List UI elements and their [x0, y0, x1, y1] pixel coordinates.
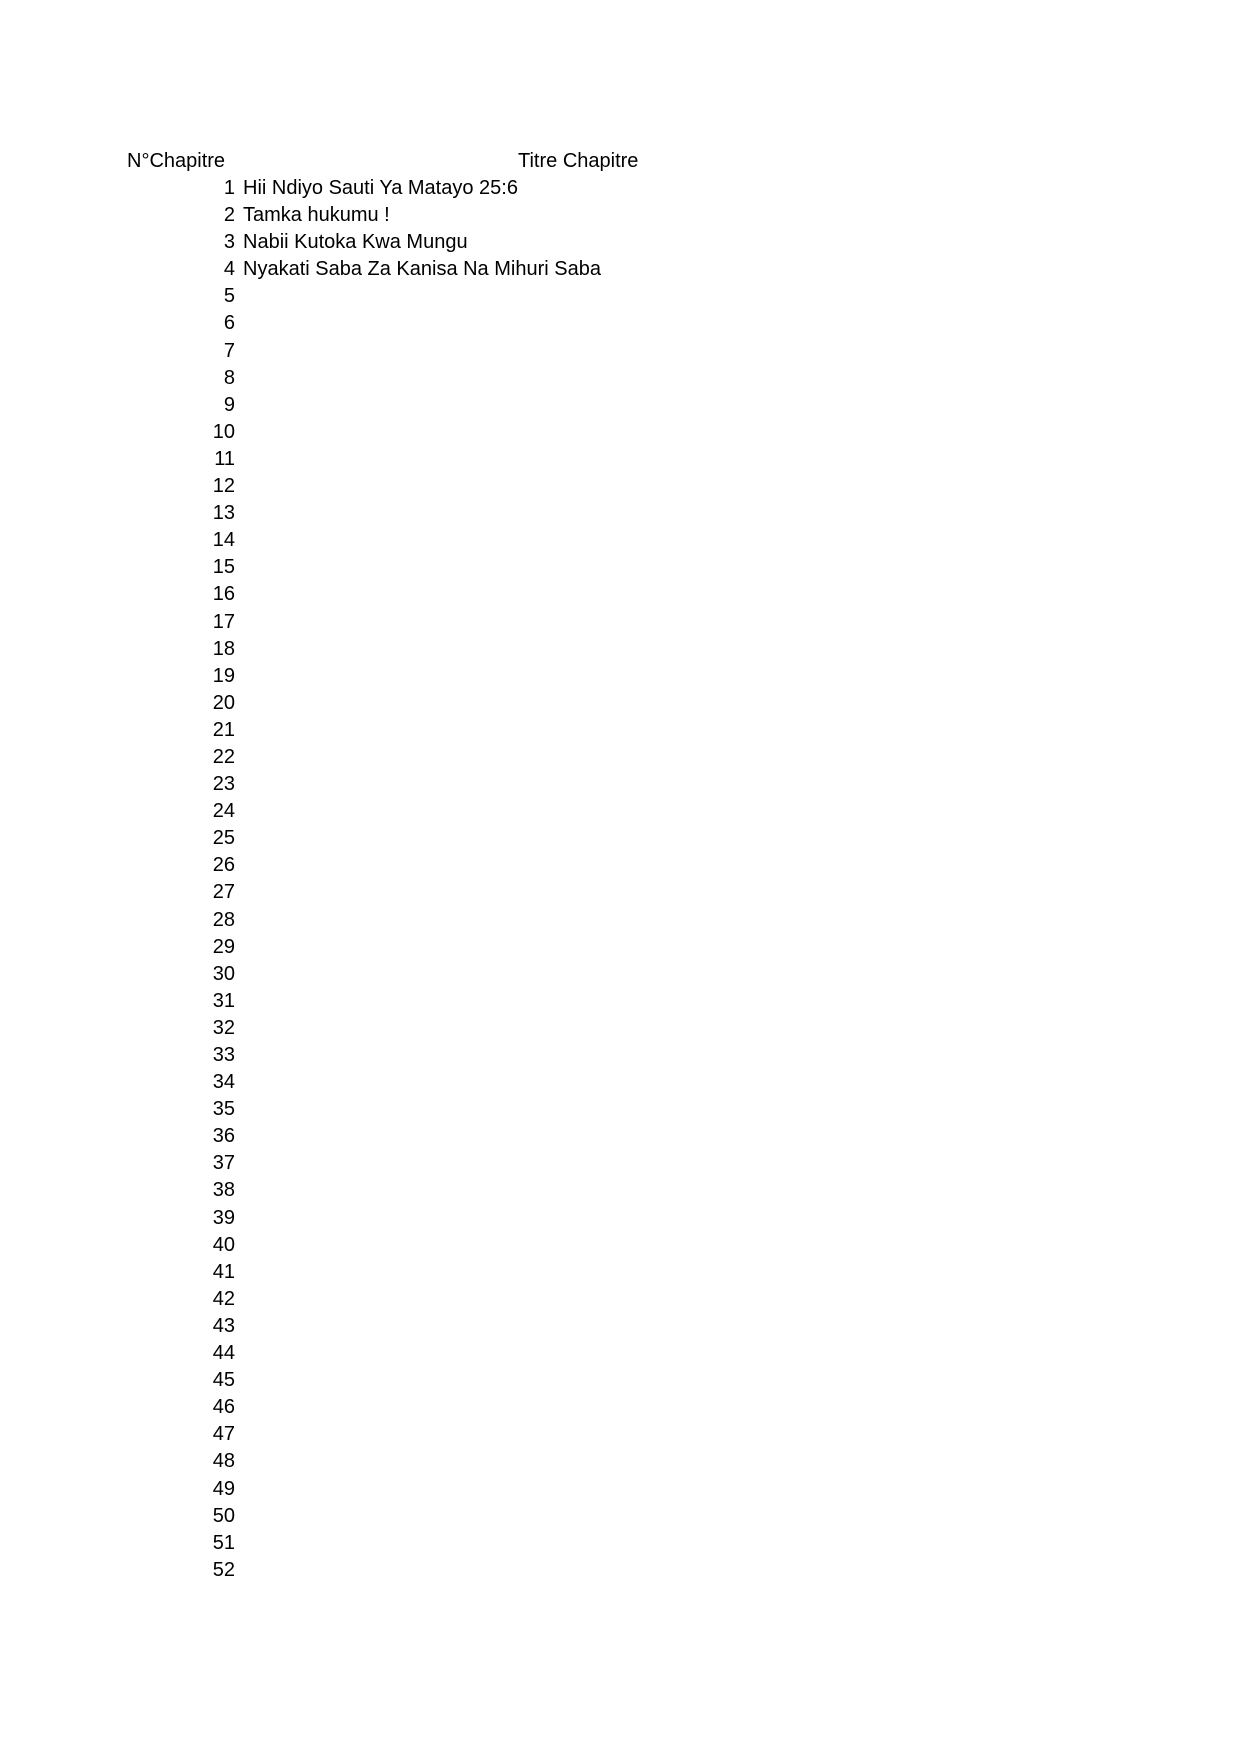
table-row	[0, 1178, 1241, 1205]
chapter-number: 39	[212, 1206, 235, 1229]
table-row	[0, 1260, 1241, 1287]
chapter-number: 38	[212, 1179, 235, 1202]
chapter-list	[0, 176, 1241, 1585]
table-row	[0, 853, 1241, 880]
chapter-number: 52	[212, 1558, 235, 1581]
chapter-number: 3	[223, 231, 235, 254]
table-row	[0, 772, 1241, 799]
chapter-title: Nabii Kutoka Kwa Mungu	[243, 231, 468, 254]
table-row	[0, 1206, 1241, 1233]
table-row	[0, 447, 1241, 474]
chapter-number: 10	[212, 420, 235, 443]
table-row	[0, 203, 1241, 230]
table-row	[0, 880, 1241, 907]
chapter-number: 37	[212, 1152, 235, 1175]
table-row	[0, 528, 1241, 555]
chapter-number: 36	[212, 1125, 235, 1148]
chapter-number: 50	[212, 1504, 235, 1527]
table-row	[0, 691, 1241, 718]
chapter-title: Hii Ndiyo Sauti Ya Matayo 25:6	[243, 177, 518, 199]
table-row	[0, 1233, 1241, 1260]
table-row	[0, 230, 1241, 257]
chapter-number: 19	[212, 664, 235, 687]
chapter-number: 1	[223, 177, 235, 199]
table-row	[0, 257, 1241, 284]
table-row	[0, 501, 1241, 528]
chapter-number: 40	[212, 1233, 235, 1256]
table-row	[0, 1043, 1241, 1070]
table-row	[0, 284, 1241, 311]
chapter-number: 24	[212, 800, 235, 823]
table-row	[0, 339, 1241, 366]
table-row	[0, 311, 1241, 338]
table-row	[0, 474, 1241, 501]
chapter-number: 7	[223, 339, 235, 362]
chapter-number: 51	[212, 1531, 235, 1554]
table-row	[0, 718, 1241, 745]
table-row	[0, 582, 1241, 609]
table-row	[0, 1097, 1241, 1124]
table-row	[0, 1070, 1241, 1097]
chapter-number: 34	[212, 1071, 235, 1094]
table-row	[0, 664, 1241, 691]
table-row	[0, 1287, 1241, 1314]
chapter-number: 45	[212, 1369, 235, 1392]
column-header-chapter-title: Titre Chapitre	[518, 150, 639, 172]
chapter-number: 22	[212, 745, 235, 768]
chapter-title: Nyakati Saba Za Kanisa Na Mihuri Saba	[243, 258, 601, 281]
table-row	[0, 1341, 1241, 1368]
chapter-number: 17	[212, 610, 235, 633]
chapter-number: 47	[212, 1423, 235, 1446]
table-row	[0, 935, 1241, 962]
table-row	[0, 989, 1241, 1016]
chapter-number: 26	[212, 854, 235, 877]
chapter-number: 8	[223, 366, 235, 389]
table-row	[0, 1477, 1241, 1504]
table-row	[0, 1449, 1241, 1476]
chapter-number: 44	[212, 1342, 235, 1365]
table-row	[0, 1558, 1241, 1585]
chapter-number: 16	[212, 583, 235, 606]
chapter-number: 23	[212, 773, 235, 796]
chapter-number: 14	[212, 529, 235, 552]
chapter-number: 15	[212, 556, 235, 579]
chapter-number: 43	[212, 1314, 235, 1337]
chapter-number: 46	[212, 1396, 235, 1419]
table-row	[0, 1395, 1241, 1422]
chapter-number: 30	[212, 962, 235, 985]
table-row	[0, 745, 1241, 772]
table-row	[0, 393, 1241, 420]
chapter-number: 13	[212, 502, 235, 525]
chapter-number: 35	[212, 1098, 235, 1121]
table-row	[0, 555, 1241, 582]
chapter-number: 9	[223, 393, 235, 416]
chapter-number: 31	[212, 989, 235, 1012]
chapter-number: 12	[212, 475, 235, 498]
chapter-number: 11	[214, 447, 235, 470]
chapter-number: 6	[223, 312, 235, 335]
table-row	[0, 1016, 1241, 1043]
table-row	[0, 1151, 1241, 1178]
column-header-chapter-number: N°Chapitre	[127, 150, 226, 172]
chapter-number: 4	[223, 258, 235, 281]
chapter-number: 28	[212, 908, 235, 931]
table-row	[0, 610, 1241, 637]
chapter-number: 27	[212, 881, 235, 904]
chapter-number: 33	[212, 1044, 235, 1066]
chapter-number: 32	[212, 1016, 235, 1039]
chapter-number: 49	[212, 1477, 235, 1500]
chapter-number: 41	[212, 1260, 235, 1283]
chapter-number: 2	[223, 204, 235, 227]
table-row	[0, 1124, 1241, 1151]
table-row	[0, 366, 1241, 393]
table-row	[0, 1368, 1241, 1395]
chapter-number: 25	[212, 827, 235, 850]
table-row	[0, 962, 1241, 989]
chapter-number: 21	[212, 718, 235, 741]
table-row	[0, 799, 1241, 826]
chapter-number: 48	[212, 1450, 235, 1473]
chapter-number: 42	[212, 1287, 235, 1310]
chapter-number: 29	[212, 935, 235, 958]
table-row	[0, 826, 1241, 853]
table-row	[0, 637, 1241, 664]
chapter-title: Tamka hukumu !	[243, 204, 390, 227]
table-row	[0, 1422, 1241, 1449]
table-row	[0, 908, 1241, 935]
chapter-number: 18	[212, 637, 235, 660]
table-row	[0, 1504, 1241, 1531]
table-row	[0, 1314, 1241, 1341]
table-row	[0, 176, 1241, 203]
table-row	[0, 1531, 1241, 1558]
chapter-number: 20	[212, 691, 235, 714]
table-row	[0, 420, 1241, 447]
chapter-number: 5	[223, 285, 235, 308]
